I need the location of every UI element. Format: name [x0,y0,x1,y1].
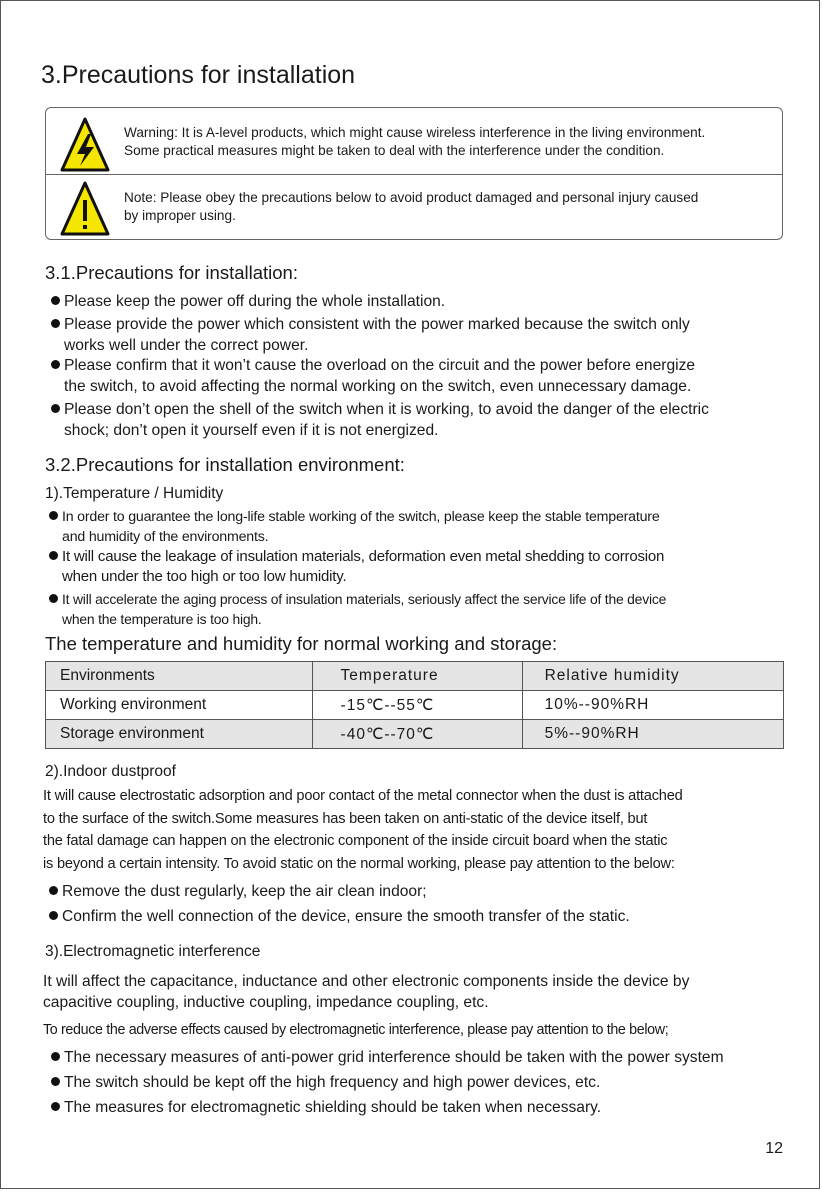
bullet-icon [51,1102,60,1111]
table-row [46,691,784,720]
list-item: It will accelerate the aging process of insulation materials, seriously affect the service life of the device when the temperature is too high. [49,589,789,629]
table-title: The temperature and humidity for normal working and storage: [45,633,558,654]
list-item: The necessary measures of anti-power grid interference should be taken with the power system [51,1047,789,1068]
bullet-icon [51,404,60,413]
bullet-icon [49,886,58,895]
subsection-heading-temperature: 1).Temperature / Humidity [45,485,224,502]
table-header-cell: Environments [46,662,313,691]
section-3-2-heading: 3.2.Precautions for installation environment: [45,454,405,475]
table-row [46,720,784,749]
list-item: Please don’t open the shell of the switch when it is working, to avoid the danger of the electric shock; don’t open it yourself even if it is not energized. [51,399,789,441]
table-cell: Storage environment [46,720,313,749]
subsection-heading-emi: 3).Electromagnetic interference [45,943,261,960]
list-item: Remove the dust regularly, keep the air clean indoor; [49,881,789,902]
subsection-heading-dustproof: 2).Indoor dustproof [45,763,176,780]
note-text [124,189,778,225]
table-header-cell: Temperature [312,662,522,691]
warning-text [124,124,778,160]
lightning-warning-icon [60,116,110,174]
warning-box [45,107,783,240]
warning-line-1: Warning: It is A-level products, which might cause wireless interference in the living environment. [124,125,706,140]
bullet-icon [49,594,58,603]
exclamation-warning-icon [60,180,110,238]
table-cell: -15℃--55℃ [312,691,522,720]
table-cell: -40℃--70℃ [312,720,522,749]
bullet-icon [51,319,60,328]
bullet-icon [51,360,60,369]
environment-table [45,661,784,749]
page-title: 3.Precautions for installation [41,61,356,89]
list-item: Please provide the power which consistent with the power marked because the switch only works well under the correct power. [51,314,789,356]
warning-divider [46,174,782,175]
emi-note: To reduce the adverse effects caused by electromagnetic interference, please pay attention to the below; [43,1022,669,1038]
list-item: Please keep the power off during the whole installation. [51,291,789,312]
table-header-cell: Relative humidity [522,662,783,691]
bullet-icon [49,511,58,520]
table-cell: 5%--90%RH [522,720,783,749]
list-item: The measures for electromagnetic shielding should be taken when necessary. [51,1097,789,1118]
bullet-icon [51,1052,60,1061]
note-line-1: Note: Please obey the precautions below to avoid product damaged and personal injury caused [124,190,699,205]
list-item: The switch should be kept off the high frequency and high power devices, etc. [51,1072,789,1093]
warning-line-2: Some practical measures might be taken to deal with the interference under the condition. [124,143,665,158]
bullet-icon [51,296,60,305]
list-item: In order to guarantee the long-life stable working of the switch, please keep the stable temperature and humidity of the environments. [49,507,789,547]
bullet-icon [49,911,58,920]
emi-paragraph: It will affect the capacitance, inductance and other electronic components inside the device by capacitive coupling, inductive coupling, impedance coupling, etc. [43,973,690,1011]
table-cell: Working environment [46,691,313,720]
bullet-icon [49,551,58,560]
note-line-2: by improper using. [124,208,236,223]
list-item: It will cause the leakage of insulation materials, deformation even metal shedding to corrosion when under the too high or too low humidity. [49,547,789,587]
list-item: Please confirm that it won’t cause the overload on the circuit and the power before energize the switch, to avoid affecting the normal working on the switch, even unnecessary damage. [51,355,789,397]
section-3-1-heading: 3.1.Precautions for installation: [45,262,298,283]
list-item: Confirm the well connection of the device, ensure the smooth transfer of the static. [49,906,789,927]
table-header-row [46,662,784,691]
dustproof-paragraph: It will cause electrostatic adsorption and poor contact of the metal connector when the dust is attached to the surface of the switch.Some measures has been taken on anti-static of the device itself, but the fatal damage can happen on the electronic component of the inside circuit board when the static is beyond a certain intensity. To avoid static on the normal working, please pay attention to the below: [43,788,683,872]
bullet-icon [51,1077,60,1086]
page-number: 12 [765,1140,783,1157]
table-cell: 10%--90%RH [522,691,783,720]
